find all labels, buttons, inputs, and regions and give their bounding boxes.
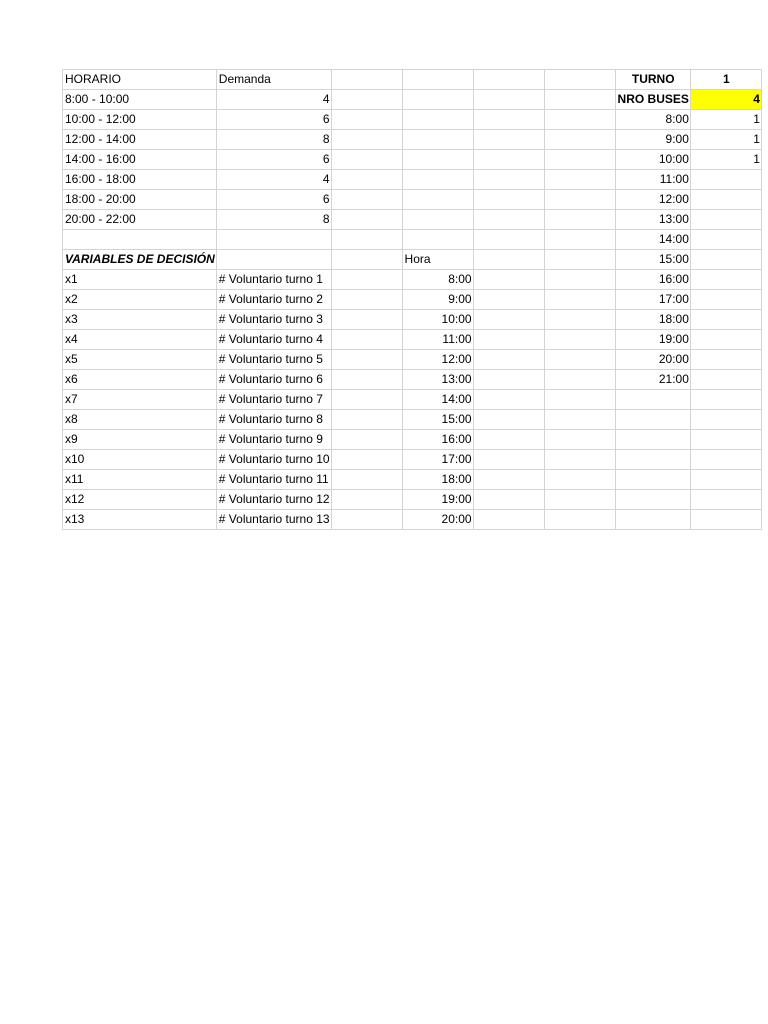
spreadsheet-cell[interactable]: 20:00 - 22:00 — [63, 210, 217, 230]
spreadsheet-row — [63, 70, 762, 90]
spreadsheet-cell[interactable]: 1 — [690, 150, 761, 170]
spreadsheet-cell[interactable]: 10:00 — [402, 310, 473, 330]
spreadsheet-cell[interactable] — [331, 510, 402, 530]
spreadsheet-row — [63, 450, 762, 470]
spreadsheet-cell[interactable] — [544, 170, 615, 190]
spreadsheet-cell[interactable] — [473, 90, 544, 110]
spreadsheet-row — [63, 510, 762, 530]
spreadsheet-cell[interactable] — [544, 190, 615, 210]
spreadsheet-cell[interactable] — [544, 470, 615, 490]
spreadsheet-cell[interactable]: 11:00 — [402, 330, 473, 350]
spreadsheet-cell[interactable] — [331, 330, 402, 350]
spreadsheet-cell[interactable] — [331, 350, 402, 370]
spreadsheet-row — [63, 290, 762, 310]
spreadsheet-cell[interactable] — [473, 490, 544, 510]
spreadsheet-cell[interactable] — [331, 490, 402, 510]
spreadsheet-cell[interactable] — [331, 290, 402, 310]
spreadsheet-cell[interactable]: 1 — [690, 130, 761, 150]
spreadsheet-cell[interactable] — [544, 370, 615, 390]
spreadsheet-cell[interactable] — [544, 210, 615, 230]
spreadsheet-cell[interactable] — [331, 70, 402, 90]
spreadsheet-cell[interactable] — [690, 210, 761, 230]
spreadsheet-cell[interactable] — [690, 170, 761, 190]
spreadsheet-cell[interactable] — [331, 250, 402, 270]
spreadsheet-cell[interactable] — [331, 230, 402, 250]
spreadsheet-row — [63, 210, 762, 230]
spreadsheet-cell[interactable]: x1 — [63, 270, 217, 290]
spreadsheet-cell[interactable]: 6 — [216, 110, 331, 130]
spreadsheet-cell[interactable]: 15:00 — [402, 410, 473, 430]
spreadsheet-cell[interactable] — [473, 390, 544, 410]
spreadsheet-cell[interactable] — [473, 290, 544, 310]
spreadsheet-cell[interactable]: x12 — [63, 490, 217, 510]
spreadsheet-cell[interactable] — [544, 430, 615, 450]
spreadsheet-cell[interactable]: x7 — [63, 390, 217, 410]
spreadsheet-cell[interactable]: 8 — [216, 210, 331, 230]
spreadsheet-cell[interactable]: 16:00 — [615, 270, 690, 290]
spreadsheet-cell[interactable]: x9 — [63, 430, 217, 450]
spreadsheet-cell[interactable]: x5 — [63, 350, 217, 370]
spreadsheet-cell[interactable]: 13:00 — [402, 370, 473, 390]
spreadsheet-cell[interactable] — [544, 250, 615, 270]
spreadsheet-cell[interactable] — [473, 110, 544, 130]
spreadsheet-cell[interactable]: 18:00 — [402, 470, 473, 490]
spreadsheet-cell[interactable] — [690, 310, 761, 330]
spreadsheet-row — [63, 330, 762, 350]
spreadsheet-cell[interactable]: # Voluntario turno 1 — [216, 270, 331, 290]
spreadsheet-cell[interactable]: 15:00 — [615, 250, 690, 270]
spreadsheet-cell[interactable] — [544, 90, 615, 110]
spreadsheet-cell[interactable]: # Voluntario turno 6 — [216, 370, 331, 390]
spreadsheet-cell[interactable] — [331, 410, 402, 430]
spreadsheet-cell[interactable] — [473, 310, 544, 330]
spreadsheet-cell[interactable]: 17:00 — [402, 450, 473, 470]
spreadsheet-row — [63, 410, 762, 430]
spreadsheet-cell[interactable] — [331, 190, 402, 210]
spreadsheet-cell[interactable]: 20:00 — [402, 510, 473, 530]
spreadsheet-cell[interactable] — [331, 270, 402, 290]
spreadsheet-cell[interactable]: x8 — [63, 410, 217, 430]
spreadsheet-cell[interactable] — [690, 270, 761, 290]
spreadsheet-cell[interactable]: # Voluntario turno 4 — [216, 330, 331, 350]
spreadsheet-row — [63, 190, 762, 210]
spreadsheet-cell[interactable]: 13:00 — [615, 210, 690, 230]
spreadsheet-cell[interactable]: TURNO — [615, 70, 690, 90]
spreadsheet-body — [63, 70, 762, 530]
spreadsheet-cell[interactable]: # Voluntario turno 3 — [216, 310, 331, 330]
spreadsheet-cell[interactable] — [402, 170, 473, 190]
spreadsheet-row — [63, 90, 762, 110]
spreadsheet-cell[interactable]: 18:00 — [615, 310, 690, 330]
spreadsheet-cell[interactable] — [402, 150, 473, 170]
spreadsheet-cell[interactable]: 16:00 - 18:00 — [63, 170, 217, 190]
spreadsheet-cell[interactable]: 1 — [690, 70, 761, 90]
spreadsheet-cell[interactable] — [473, 410, 544, 430]
spreadsheet-cell[interactable] — [402, 110, 473, 130]
spreadsheet-cell[interactable] — [615, 410, 690, 430]
spreadsheet-cell[interactable] — [615, 390, 690, 410]
spreadsheet-row — [63, 110, 762, 130]
spreadsheet-cell[interactable] — [473, 330, 544, 350]
spreadsheet-cell[interactable] — [690, 410, 761, 430]
spreadsheet-cell[interactable] — [544, 490, 615, 510]
spreadsheet-row — [63, 150, 762, 170]
spreadsheet-cell[interactable] — [690, 510, 761, 530]
spreadsheet-cell[interactable] — [473, 250, 544, 270]
spreadsheet-cell[interactable] — [473, 430, 544, 450]
spreadsheet-row — [63, 230, 762, 250]
spreadsheet-cell[interactable]: 9:00 — [615, 130, 690, 150]
spreadsheet-cell[interactable] — [473, 370, 544, 390]
spreadsheet-cell[interactable] — [544, 510, 615, 530]
spreadsheet-cell[interactable] — [331, 450, 402, 470]
spreadsheet-cell[interactable]: 17:00 — [615, 290, 690, 310]
spreadsheet-cell[interactable] — [473, 350, 544, 370]
spreadsheet-cell[interactable] — [331, 370, 402, 390]
spreadsheet-cell[interactable] — [690, 450, 761, 470]
spreadsheet-cell[interactable] — [331, 170, 402, 190]
spreadsheet-cell[interactable] — [690, 490, 761, 510]
spreadsheet-cell[interactable] — [473, 270, 544, 290]
spreadsheet-cell[interactable]: # Voluntario turno 5 — [216, 350, 331, 370]
spreadsheet-cell[interactable] — [402, 190, 473, 210]
spreadsheet-cell[interactable] — [615, 470, 690, 490]
spreadsheet-cell[interactable] — [473, 510, 544, 530]
spreadsheet-cell[interactable] — [331, 210, 402, 230]
spreadsheet-cell[interactable] — [402, 70, 473, 90]
spreadsheet-cell[interactable]: 8:00 - 10:00 — [63, 90, 217, 110]
spreadsheet-cell[interactable] — [402, 130, 473, 150]
spreadsheet-cell[interactable]: x11 — [63, 470, 217, 490]
spreadsheet-cell[interactable]: 21:00 — [615, 370, 690, 390]
spreadsheet-cell[interactable]: 12:00 — [615, 190, 690, 210]
spreadsheet-cell[interactable]: 14:00 — [402, 390, 473, 410]
spreadsheet-row — [63, 370, 762, 390]
spreadsheet-cell[interactable] — [544, 330, 615, 350]
spreadsheet-cell[interactable] — [544, 130, 615, 150]
spreadsheet-cell[interactable] — [402, 90, 473, 110]
spreadsheet-cell[interactable] — [473, 470, 544, 490]
spreadsheet-cell[interactable] — [544, 390, 615, 410]
spreadsheet-row — [63, 250, 762, 270]
spreadsheet-cell[interactable]: 20:00 — [615, 350, 690, 370]
spreadsheet-cell[interactable] — [690, 390, 761, 410]
spreadsheet-cell[interactable] — [544, 410, 615, 430]
spreadsheet-cell[interactable]: # Voluntario turno 2 — [216, 290, 331, 310]
spreadsheet-cell[interactable]: x10 — [63, 450, 217, 470]
spreadsheet-cell[interactable] — [473, 190, 544, 210]
spreadsheet-cell[interactable] — [690, 190, 761, 210]
spreadsheet-cell[interactable]: # Voluntario turno 9 — [216, 430, 331, 450]
spreadsheet-cell[interactable]: # Voluntario turno 12 — [216, 490, 331, 510]
spreadsheet-cell[interactable] — [473, 450, 544, 470]
spreadsheet-cell[interactable] — [544, 150, 615, 170]
spreadsheet-cell[interactable] — [544, 230, 615, 250]
spreadsheet-cell[interactable]: 10:00 - 12:00 — [63, 110, 217, 130]
spreadsheet-cell[interactable] — [544, 450, 615, 470]
spreadsheet-cell[interactable] — [473, 130, 544, 150]
spreadsheet-cell[interactable] — [331, 150, 402, 170]
spreadsheet-cell[interactable] — [544, 270, 615, 290]
spreadsheet-cell[interactable]: # Voluntario turno 10 — [216, 450, 331, 470]
spreadsheet-cell[interactable]: x4 — [63, 330, 217, 350]
spreadsheet-cell[interactable]: 1 — [690, 110, 761, 130]
spreadsheet-cell[interactable] — [63, 230, 217, 250]
spreadsheet-cell[interactable] — [216, 230, 331, 250]
spreadsheet-cell[interactable]: 14:00 — [615, 230, 690, 250]
spreadsheet-cell[interactable] — [690, 370, 761, 390]
spreadsheet-cell[interactable] — [690, 290, 761, 310]
spreadsheet-cell[interactable] — [690, 250, 761, 270]
spreadsheet-cell[interactable] — [473, 170, 544, 190]
spreadsheet-cell[interactable]: 12:00 — [402, 350, 473, 370]
spreadsheet-cell[interactable] — [473, 210, 544, 230]
spreadsheet-row — [63, 470, 762, 490]
spreadsheet-row — [63, 130, 762, 150]
spreadsheet-cell[interactable] — [615, 510, 690, 530]
spreadsheet-cell[interactable] — [473, 150, 544, 170]
spreadsheet-cell[interactable]: 18:00 - 20:00 — [63, 190, 217, 210]
spreadsheet-row — [63, 270, 762, 290]
spreadsheet-grid — [62, 69, 762, 530]
spreadsheet-cell[interactable]: 9:00 — [402, 290, 473, 310]
spreadsheet-cell[interactable] — [544, 350, 615, 370]
spreadsheet-cell[interactable] — [402, 230, 473, 250]
spreadsheet-cell[interactable]: 6 — [216, 150, 331, 170]
spreadsheet-row — [63, 490, 762, 510]
spreadsheet-cell[interactable] — [544, 110, 615, 130]
spreadsheet-cell[interactable]: HORARIO — [63, 70, 217, 90]
spreadsheet-cell[interactable] — [331, 390, 402, 410]
spreadsheet-cell[interactable]: x13 — [63, 510, 217, 530]
spreadsheet-cell[interactable] — [615, 490, 690, 510]
spreadsheet-row — [63, 170, 762, 190]
spreadsheet-cell[interactable]: 19:00 — [402, 490, 473, 510]
spreadsheet-cell[interactable] — [690, 350, 761, 370]
spreadsheet-row — [63, 350, 762, 370]
spreadsheet-cell[interactable]: 10:00 — [615, 150, 690, 170]
spreadsheet-cell[interactable] — [331, 430, 402, 450]
spreadsheet-cell[interactable] — [690, 330, 761, 350]
spreadsheet-cell[interactable] — [690, 230, 761, 250]
spreadsheet-row — [63, 310, 762, 330]
spreadsheet-cell[interactable]: 4 — [216, 170, 331, 190]
spreadsheet-cell[interactable]: 19:00 — [615, 330, 690, 350]
spreadsheet-cell[interactable] — [544, 310, 615, 330]
spreadsheet-cell[interactable]: # Voluntario turno 7 — [216, 390, 331, 410]
spreadsheet-cell[interactable]: 14:00 - 16:00 — [63, 150, 217, 170]
spreadsheet-cell[interactable] — [544, 70, 615, 90]
spreadsheet-cell[interactable]: x2 — [63, 290, 217, 310]
spreadsheet-row — [63, 390, 762, 410]
spreadsheet-cell[interactable] — [402, 210, 473, 230]
spreadsheet-cell[interactable]: x6 — [63, 370, 217, 390]
spreadsheet-cell[interactable] — [544, 290, 615, 310]
spreadsheet-cell[interactable]: 11:00 — [615, 170, 690, 190]
spreadsheet-cell[interactable]: # Voluntario turno 11 — [216, 470, 331, 490]
spreadsheet-cell[interactable]: Demanda — [216, 70, 331, 90]
spreadsheet-cell[interactable]: 4 — [690, 90, 761, 110]
spreadsheet-cell[interactable] — [216, 250, 331, 270]
spreadsheet-cell[interactable]: 12:00 - 14:00 — [63, 130, 217, 150]
spreadsheet-cell[interactable] — [615, 450, 690, 470]
spreadsheet-cell[interactable]: # Voluntario turno 13 — [216, 510, 331, 530]
spreadsheet-row — [63, 430, 762, 450]
spreadsheet-cell[interactable]: Hora — [402, 250, 473, 270]
spreadsheet-cell[interactable] — [690, 470, 761, 490]
spreadsheet-cell[interactable] — [331, 310, 402, 330]
spreadsheet-cell[interactable] — [331, 470, 402, 490]
spreadsheet-cell[interactable]: 6 — [216, 190, 331, 210]
spreadsheet-cell[interactable]: 8:00 — [615, 110, 690, 130]
spreadsheet-cell[interactable] — [473, 230, 544, 250]
spreadsheet-cell[interactable] — [331, 130, 402, 150]
spreadsheet-cell[interactable]: # Voluntario turno 8 — [216, 410, 331, 430]
spreadsheet-cell[interactable] — [690, 430, 761, 450]
spreadsheet-cell[interactable]: 8:00 — [402, 270, 473, 290]
spreadsheet-cell[interactable] — [615, 430, 690, 450]
spreadsheet-cell[interactable]: x3 — [63, 310, 217, 330]
spreadsheet-cell[interactable]: 8 — [216, 130, 331, 150]
spreadsheet-cell[interactable]: NRO BUSES — [615, 90, 690, 110]
spreadsheet-cell[interactable]: 4 — [216, 90, 331, 110]
spreadsheet-cell[interactable]: 16:00 — [402, 430, 473, 450]
spreadsheet-cell[interactable] — [331, 110, 402, 130]
spreadsheet-cell[interactable] — [331, 90, 402, 110]
spreadsheet-cell[interactable] — [473, 70, 544, 90]
spreadsheet-cell[interactable]: VARIABLES DE DECISIÓN — [63, 250, 217, 270]
